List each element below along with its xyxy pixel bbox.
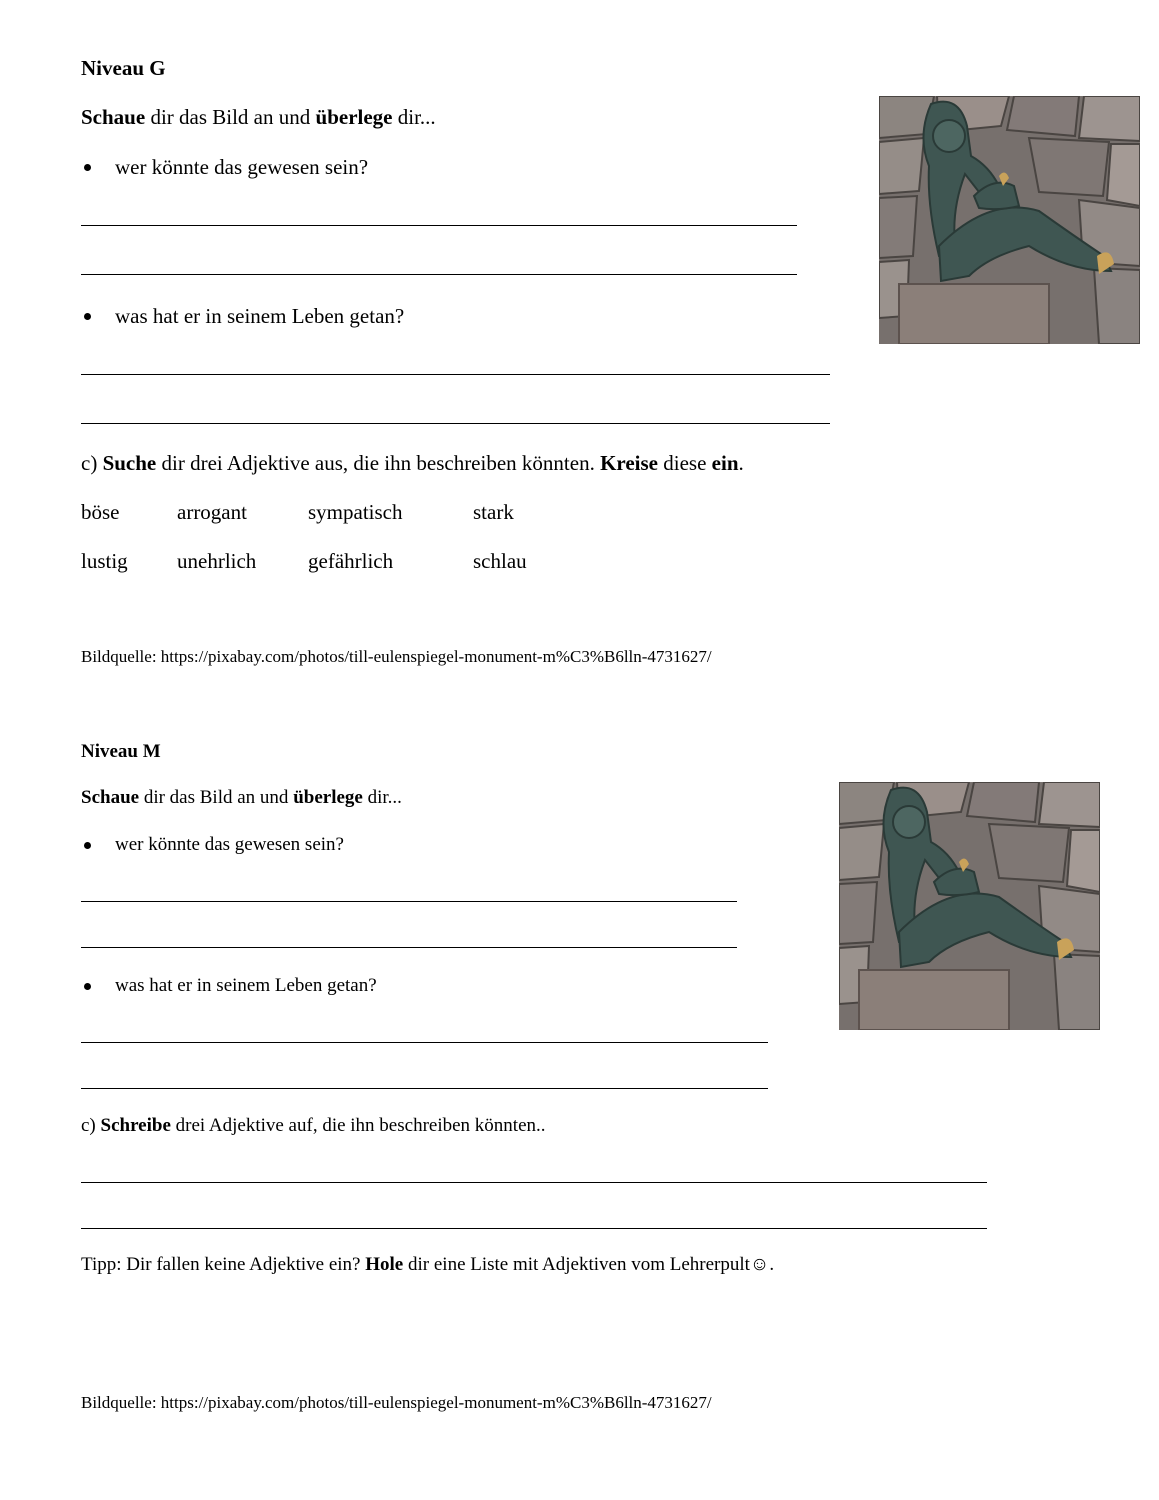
- niveau-m-tip: Tipp: Dir fallen keine Adjektive ein? Hole dir eine Liste mit Adjektiven vom Lehrerpult☺.: [81, 1254, 775, 1275]
- niveau-m-task-c: c) Schreibe drei Adjektive auf, die ihn beschreiben könnten..: [81, 1115, 546, 1136]
- bullet-icon: [84, 313, 91, 320]
- bullet-icon: [84, 842, 91, 849]
- niveau-g-task-c: c) Suche dir drei Adjektive aus, die ihn beschreiben könnten. Kreise diese ein.: [81, 451, 744, 475]
- adjective-option[interactable]: lustig: [81, 549, 128, 573]
- adjective-option[interactable]: sympatisch: [308, 500, 403, 524]
- niveau-g-instruction: Schaue dir das Bild an und überlege dir...: [81, 105, 436, 129]
- adjective-option[interactable]: böse: [81, 500, 120, 524]
- answer-line[interactable]: [81, 1182, 987, 1183]
- statue-photo: [839, 782, 1100, 1030]
- adjective-option[interactable]: schlau: [473, 549, 527, 573]
- answer-line[interactable]: [81, 947, 737, 948]
- niveau-g-heading: Niveau G: [81, 56, 166, 80]
- adjective-option[interactable]: gefährlich: [308, 549, 394, 573]
- answer-line[interactable]: [81, 1088, 768, 1089]
- niveau-m-heading: Niveau M: [81, 741, 161, 762]
- niveau-g-question-2: was hat er in seinem Leben getan?: [115, 304, 405, 328]
- answer-line[interactable]: [81, 1042, 768, 1043]
- niveau-m-question-2: was hat er in seinem Leben getan?: [115, 975, 377, 996]
- answer-line[interactable]: [81, 274, 797, 275]
- adjective-option[interactable]: arrogant: [177, 500, 247, 524]
- image-source: Bildquelle: https://pixabay.com/photos/till-eulenspiegel-monument-m%C3%B6lln-4731627/: [81, 647, 712, 666]
- bullet-icon: [84, 983, 91, 990]
- niveau-m-instruction: Schaue dir das Bild an und überlege dir...: [81, 787, 402, 808]
- answer-line[interactable]: [81, 423, 830, 424]
- statue-photo: [879, 96, 1140, 344]
- image-source: Bildquelle: https://pixabay.com/photos/till-eulenspiegel-monument-m%C3%B6lln-4731627/: [81, 1393, 712, 1412]
- niveau-m-question-1: wer könnte das gewesen sein?: [115, 834, 344, 855]
- answer-line[interactable]: [81, 225, 797, 226]
- answer-line[interactable]: [81, 1228, 987, 1229]
- niveau-g-question-1: wer könnte das gewesen sein?: [115, 155, 369, 179]
- answer-line[interactable]: [81, 374, 830, 375]
- adjective-option[interactable]: unehrlich: [177, 549, 257, 573]
- bullet-icon: [84, 164, 91, 171]
- answer-line[interactable]: [81, 901, 737, 902]
- adjective-option[interactable]: stark: [473, 500, 514, 524]
